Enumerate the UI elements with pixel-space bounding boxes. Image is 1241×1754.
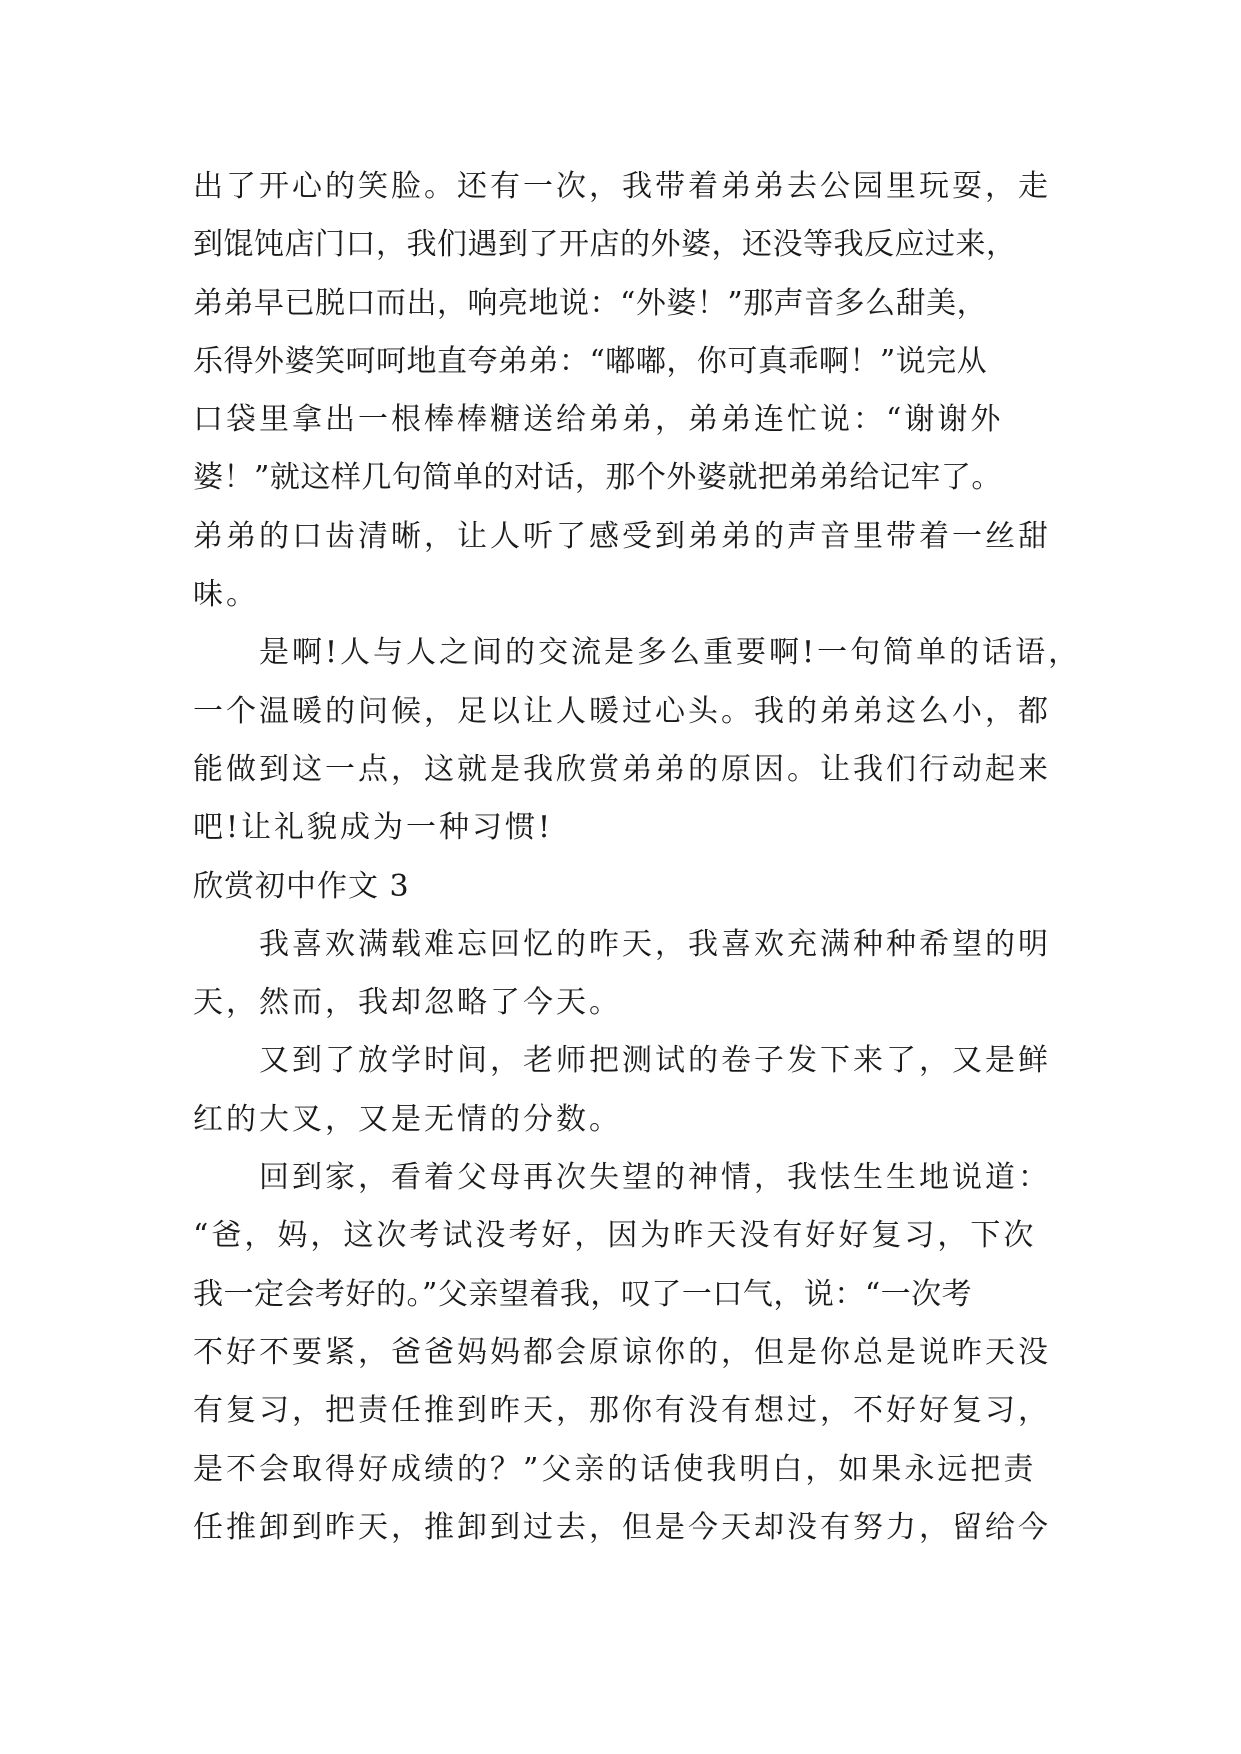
paragraph-line: 到馄饨店门口，我们遇到了开店的外婆，还没等我反应过来， <box>193 227 1017 263</box>
paragraph-line: 弟弟的口齿清晰，让人听了感受到弟弟的声音里带着一丝甜 <box>193 518 1051 554</box>
paragraph-line: 不好不要紧，爸爸妈妈都会原谅你的，但是你总是说昨天没 <box>193 1334 1051 1370</box>
document-body <box>193 158 1093 1557</box>
paragraph-line: 有复习，把责任推到昨天，那你有没有想过，不好好复习， <box>193 1393 1051 1429</box>
section-heading: 欣赏初中作文 3 <box>193 868 410 904</box>
paragraph-line: 是啊!人与人之间的交流是多么重要啊!一句简单的话语， <box>259 635 1082 671</box>
paragraph-line: 我喜欢满载难忘回忆的昨天，我喜欢充满种种希望的明 <box>259 926 1051 962</box>
paragraph-line: 弟弟早已脱口而出，响亮地说：“外婆！”那声音多么甜美， <box>193 285 988 321</box>
paragraph-line: 味。 <box>193 577 259 613</box>
paragraph-line: 我一定会考好的。”父亲望着我，叹了一口气，说：“一次考 <box>193 1276 973 1312</box>
paragraph-line: 口袋里拿出一根棒棒糖送给弟弟，弟弟连忙说：“谢谢外 <box>193 402 1004 438</box>
paragraph-line: 出了开心的笑脸。还有一次，我带着弟弟去公园里玩耍，走 <box>193 169 1051 204</box>
paragraph-line: 红的大叉，又是无情的分数。 <box>193 1101 622 1137</box>
paragraph-line: 乐得外婆笑呵呵地直夸弟弟：“嘟嘟，你可真乖啊！”说完从 <box>193 343 988 379</box>
paragraph-line: 又到了放学时间，老师把测试的卷子发下来了，又是鲜 <box>259 1043 1051 1079</box>
paragraph-line: 天，然而，我却忽略了今天。 <box>193 985 622 1021</box>
paragraph-line: 能做到这一点，这就是我欣赏弟弟的原因。让我们行动起来 <box>193 751 1051 787</box>
paragraph-line: 是不会取得好成绩的？”父亲的话使我明白，如果永远把责 <box>193 1451 1037 1487</box>
paragraph-line: 回到家，看着父母再次失望的神情，我怯生生地说道： <box>259 1160 1051 1196</box>
paragraph-line: 吧!让礼貌成为一种习惯! <box>193 810 554 846</box>
paragraph-line: 婆！”就这样几句简单的对话，那个外婆就把弟弟给记牢了。 <box>193 460 1002 496</box>
paragraph-line: 一个温暖的问候，足以让人暖过心头。我的弟弟这么小，都 <box>193 693 1051 729</box>
paragraph-line: 任推卸到昨天，推卸到过去，但是今天却没有努力，留给今 <box>193 1509 1051 1545</box>
paragraph-line: “爸，妈，这次考试没考好，因为昨天没有好好复习，下次 <box>193 1218 1037 1254</box>
